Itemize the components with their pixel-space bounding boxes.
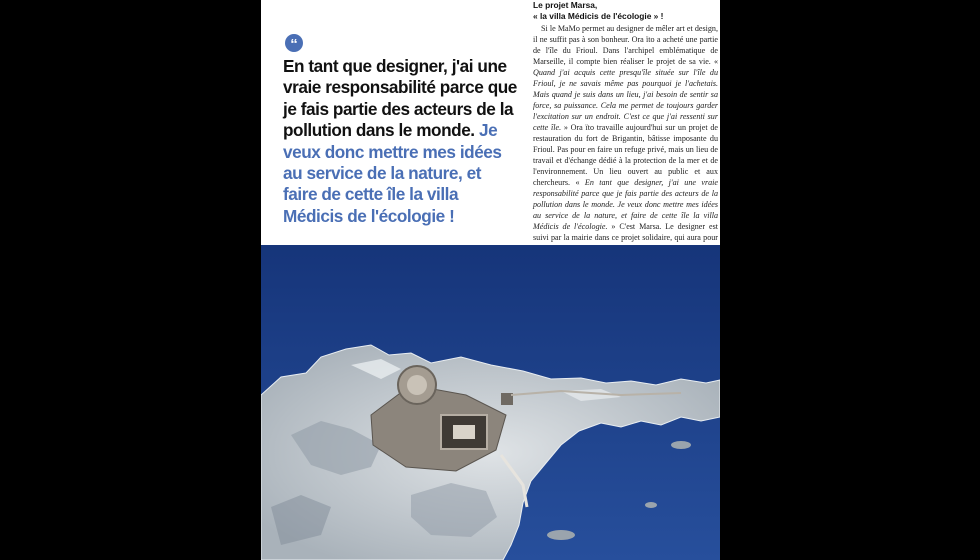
island-aerial-image — [261, 245, 720, 560]
article-heading — [533, 0, 718, 21]
pull-quote — [283, 56, 519, 227]
article-heading-line1: Le projet Marsa, — [533, 0, 598, 10]
pull-quote-blue-text: Je veux donc mettre mes idées au service de la nature, et faire de cette île la villa Médicis de l'écologie ! — [283, 120, 502, 226]
article-body — [533, 23, 718, 265]
article-quote-1: Quand j'ai acquis cette presqu'île située sur l'île du Frioul, je ne savais même pas pourquoi je l'achetais. Mais quand je suis dans un lieu, j'ai besoin de sentir sa force, sa puissance. Cela me permet de toujours garder l'excitation sur un endroit. C'est ce que j'ai ressenti sur cette île. — [533, 68, 718, 132]
article-quote-2: En tant que designer, j'ai une vraie responsabilité parce que je fais partie des acteurs de la pollution dans le monde. Je veux donc mettre mes idées au service de la nature, et faire de cette île la villa Médicis de l'écologie. — [533, 178, 718, 231]
magazine-page — [261, 0, 720, 560]
pull-quote-black-text: En tant que designer, j'ai une vraie responsabilité parce que je fais partie des acteurs de la pollution dans le monde. — [283, 56, 517, 141]
article-text-1: Si le MaMo permet au designer de mêler art et design, il ne suffit pas à son bonheur. Ora ïto a acheté une partie de l'île du Frioul. Dans l'archipel emblématique de Marseille, il compte bien réaliser le projet de sa vie. « — [533, 24, 718, 66]
article-text-3: » C'est Marsa. Le designer est suivi par la mairie dans ce projet solidaire, qui aura pour — [533, 222, 718, 242]
offshore-rock — [547, 530, 575, 540]
article-text-2: » Ora ïto travaille aujourd'hui sur un projet de restauration du fort de Brigantin, bâtisse imposante du Frioul. Pas pour en faire un refuge privé, mais un lieu de travail et d'échange dédié à la protection de la mer et de l'environnement. Un lieu ouvert au public et aux chercheurs. « — [533, 123, 718, 187]
offshore-rock — [671, 441, 691, 449]
aerial-island-photo — [261, 245, 720, 560]
offshore-rock — [645, 502, 657, 508]
article-heading-line2: « la villa Médicis de l'écologie » ! — [533, 10, 664, 21]
quote-mark-icon: “ — [285, 34, 303, 52]
article-column — [533, 0, 718, 265]
